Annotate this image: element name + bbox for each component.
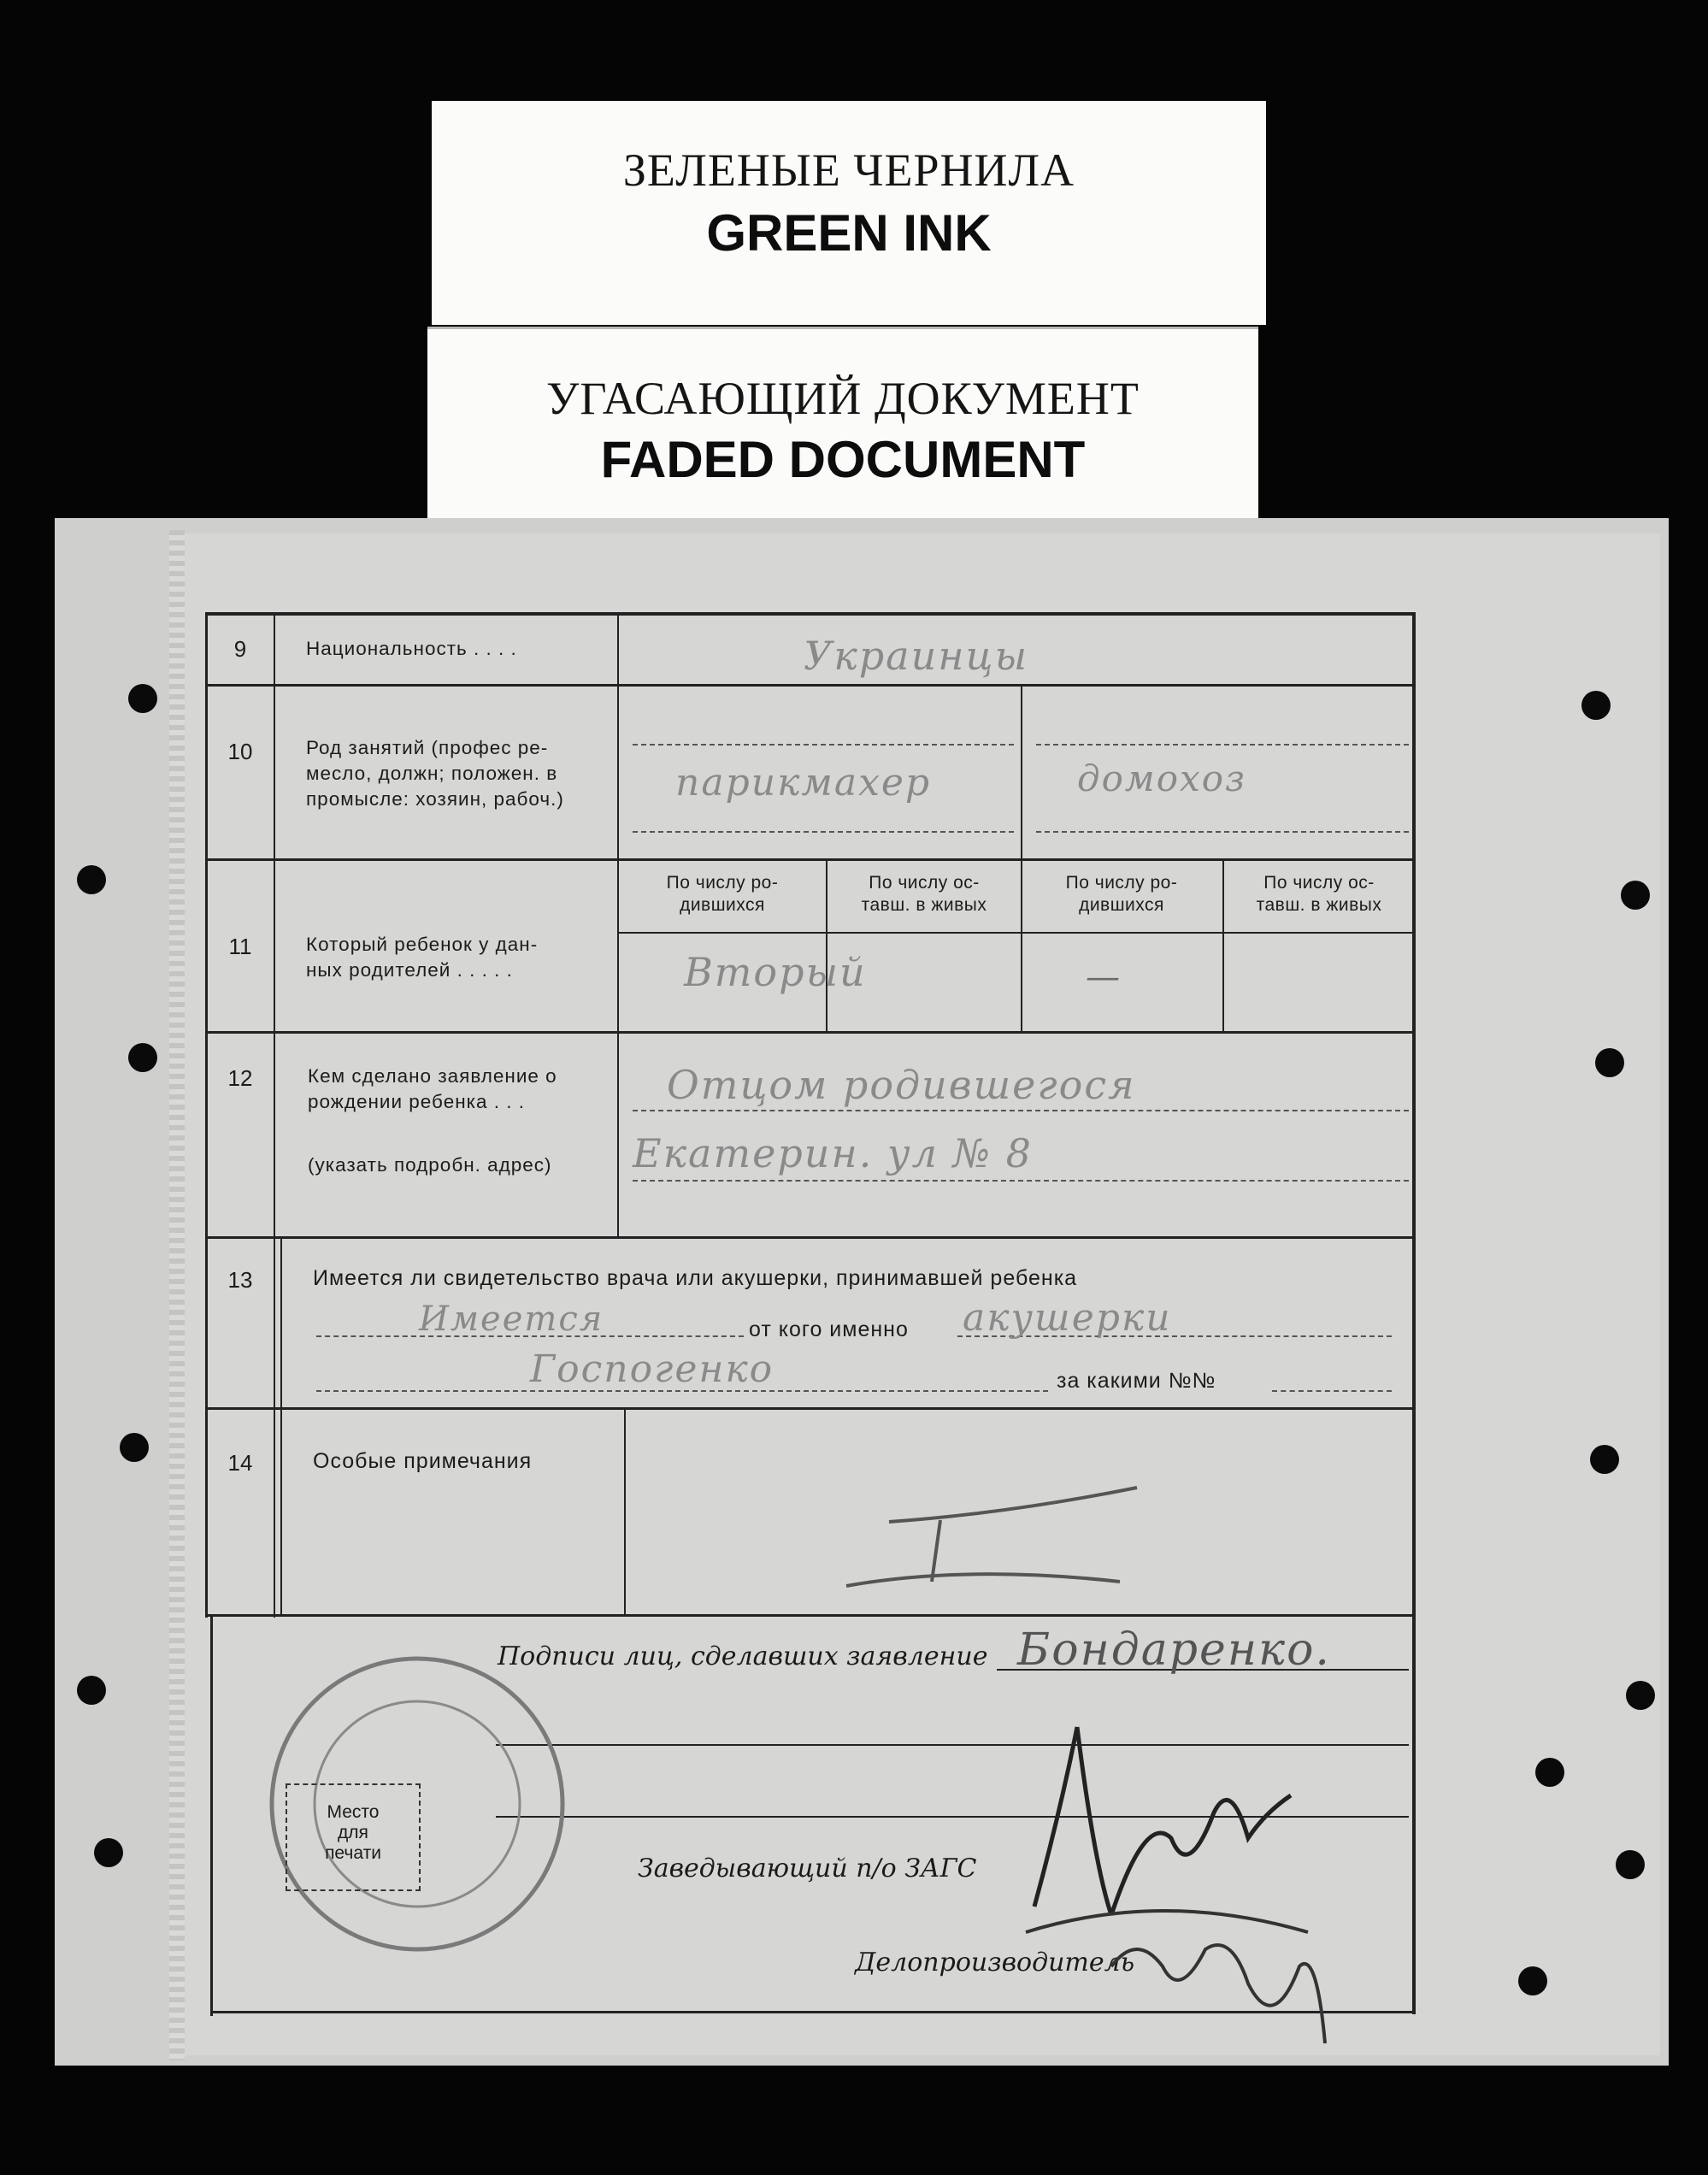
child-order-dash: — bbox=[1086, 958, 1122, 997]
row-12-number: 12 bbox=[227, 1065, 253, 1091]
punch-hole bbox=[77, 865, 106, 894]
nationality-label: Национальность . . . . bbox=[306, 638, 517, 659]
row-10-number: 10 bbox=[227, 739, 253, 764]
col-header-born-1: По числу ро- дившихся bbox=[666, 873, 779, 915]
green-ink-label-ru: ЗЕЛЕНЫЕ ЧЕРНИЛА bbox=[622, 144, 1075, 196]
punch-hole bbox=[77, 1676, 106, 1705]
row-13-number: 13 bbox=[227, 1267, 253, 1293]
declarant-handwritten: Отцом родившегося bbox=[667, 1062, 1136, 1108]
punch-hole bbox=[1621, 881, 1650, 910]
child-order-label: Который ребенок у дан- ных родителей . . . . . bbox=[306, 934, 539, 981]
certificate-question: Имеется ли свидетельство врача или акушерки, принимавшей ребенка bbox=[313, 1266, 1078, 1290]
special-notes-strike-mark bbox=[838, 1453, 1163, 1599]
row-14-number: 14 bbox=[227, 1450, 253, 1476]
nationality-handwritten: Украинцы bbox=[804, 633, 1029, 679]
midwife-name-handwritten: Госпогенко bbox=[530, 1347, 774, 1391]
clerk-signature bbox=[1103, 1915, 1342, 2052]
declarant-label: Кем сделано заявление о рождении ребенка . . . bbox=[308, 1065, 557, 1112]
faded-document-label-card bbox=[427, 327, 1258, 524]
green-ink-label-en: GREEN INK bbox=[706, 204, 992, 262]
from-whom-label: от кого именно bbox=[749, 1317, 909, 1341]
col-header-born-2: По числу ро- дившихся bbox=[1065, 873, 1178, 915]
faded-document-label-ru: УГАСАЮЩИЙ ДОКУМЕНТ bbox=[546, 373, 1140, 424]
punch-hole bbox=[1535, 1758, 1564, 1787]
green-ink-label-card bbox=[432, 101, 1266, 325]
punch-hole bbox=[1518, 1966, 1547, 1995]
stamp-placeholder: Место для печати bbox=[286, 1783, 421, 1891]
punch-hole bbox=[120, 1433, 149, 1462]
special-notes-label: Особые примечания bbox=[313, 1449, 533, 1473]
father-occupation-handwritten: парикмахер bbox=[675, 761, 932, 805]
declarant-signature: Бондаренко. bbox=[1017, 1624, 1331, 1676]
punch-hole bbox=[94, 1838, 123, 1867]
faded-document-label-en: FADED DOCUMENT bbox=[600, 431, 1086, 488]
child-order-handwritten: Вторый bbox=[684, 949, 867, 995]
punch-hole bbox=[1595, 1048, 1624, 1077]
punch-hole bbox=[1590, 1445, 1619, 1474]
punch-hole bbox=[1581, 691, 1611, 720]
certificate-handwritten: Имеется bbox=[419, 1300, 604, 1339]
punch-hole bbox=[128, 1043, 157, 1072]
signatures-label: Подписи лиц, сделавших заявление bbox=[498, 1642, 988, 1671]
punch-hole bbox=[1626, 1681, 1655, 1710]
punch-hole bbox=[1616, 1850, 1645, 1879]
clerk-label: Делопроизводитель bbox=[855, 1948, 1135, 1978]
occupation-label: Род занятий (профес ре- месло, должн; положен. в промысле: хозяин, рабоч.) bbox=[306, 737, 564, 810]
mother-occupation-handwritten: домохоз bbox=[1077, 757, 1246, 799]
col-header-alive-2: По числу ос- тавш. в живых bbox=[1256, 873, 1382, 915]
registry-head-label: Заведывающий п/о ЗАГС bbox=[638, 1854, 977, 1883]
row-11-number: 11 bbox=[228, 934, 252, 959]
row-9-number: 9 bbox=[233, 636, 247, 662]
punch-hole bbox=[128, 684, 157, 713]
perforated-edge bbox=[169, 530, 185, 2060]
col-header-alive-1: По числу ос- тавш. в живых bbox=[861, 873, 987, 915]
address-hint-label: (указать подробн. адрес) bbox=[308, 1154, 552, 1176]
which-numbers-label: за какими №№ bbox=[1057, 1369, 1216, 1393]
midwife-handwritten: акушерки bbox=[963, 1296, 1172, 1340]
declarant-address-handwritten: Екатерин. ул № 8 bbox=[633, 1130, 1033, 1176]
